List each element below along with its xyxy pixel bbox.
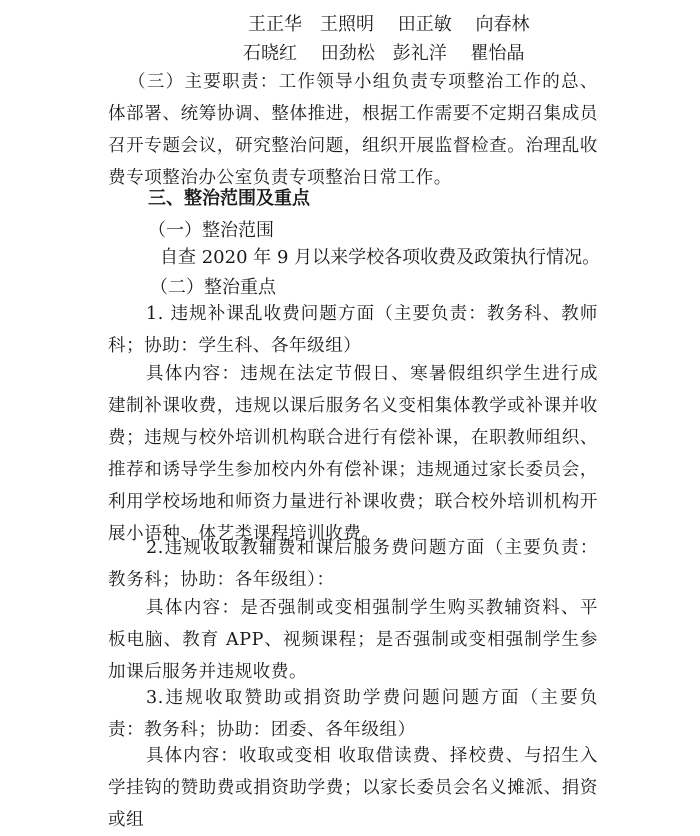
member-names-row-1: 王正华 王照明 田正敏 向春林 [248,14,530,35]
duty-paragraph: （三）主要职责：工作领导小组负责专项整治工作的总、体部署、统筹协调、整体推进，根据工作需要不定期召集成员召开专题会议，研究整治问题，组织开展监督检查。治理乱收费专项整治办公室负责专项整治日常工作。 [108,72,598,188]
member-names-row-2: 石晓红 田劲松 彭礼洋 瞿怡晶 [243,43,525,64]
item-1-title: 1. 违规补课乱收费问题方面（主要负责：教务科、教师科；协助：学生科、各年级组） [108,304,598,356]
focus-heading: （二）整治重点 [150,277,276,298]
scope-heading: （一）整治范围 [148,220,274,241]
item-1-content: 具体内容：违规在法定节假日、寒暑假组织学生进行成建制补课收费，违规以课后服务名义变相集体教学或补课并收费；违规与校外培训机构联合进行有偿补课，在职教师组织、推荐和诱导学生参加校内外有偿补课；违规通过家长委员会，利用学校场地和师资力量进行补课收费；联合校外培训机构开展小语种、体艺类课程培训收费。 [108,364,598,544]
scope-text: 自查 2020 年 9 月以来学校各项收费及政策执行情况。 [160,247,601,268]
item-3-title: 3.违规收取赞助或捐资助学费问题问题方面（主要负责：教务科；协助：团委、各年级组） [108,688,598,740]
section-3-heading: 三、整治范围及重点 [148,188,310,209]
item-2-content: 具体内容：是否强制或变相强制学生购买教辅资料、平板电脑、教育 APP、视频课程；是否强制或变相强制学生参加课后服务并违规收费。 [108,598,598,682]
item-3-content: 具体内容：收取或变相 收取借读费、择校费、与招生入学挂钩的赞助费或捐资助学费；以家长委员会名义摊派、捐资或组 [108,746,598,830]
item-2-title: 2.违规收取教辅费和课后服务费问题方面（主要负责：教务科；协助：各年级组）： [108,538,598,590]
